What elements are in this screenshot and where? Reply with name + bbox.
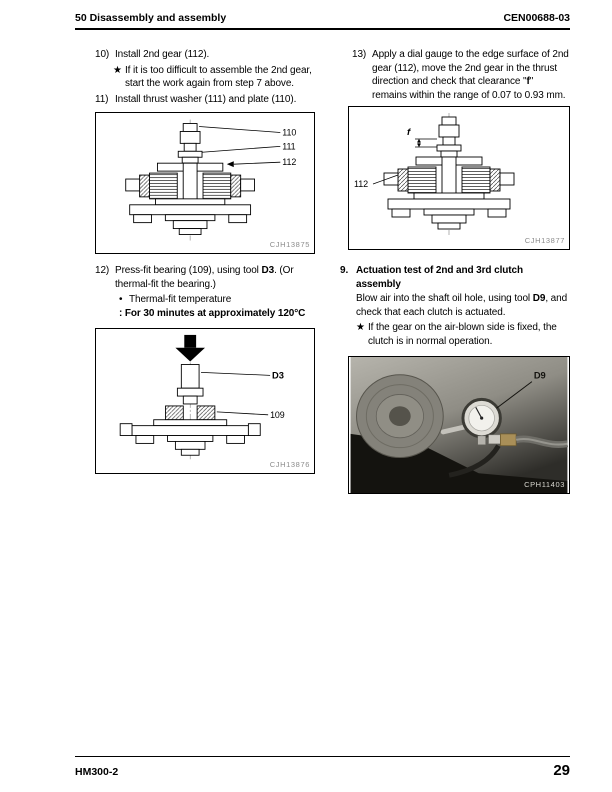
bullet-icon: • — [119, 294, 123, 305]
callout-109: 109 — [270, 409, 285, 420]
step-11 — [95, 93, 315, 107]
step-13-text-pre: Apply a dial gauge to the edge surface of 2nd gear (112), move the 2nd gear in the thrust direction and check that clearance " — [372, 49, 569, 87]
step-12-number: 12) — [95, 265, 110, 276]
star-icon: ★ — [113, 64, 122, 76]
step-10-number: 10) — [95, 49, 110, 60]
section-9-body — [340, 292, 570, 319]
press-arrow-icon — [184, 335, 196, 348]
header-rule — [75, 28, 570, 30]
callout-111: 111 — [282, 141, 296, 152]
step-13 — [340, 48, 570, 102]
section-9-number: 9. — [340, 265, 349, 276]
figure-3-caption: CJH13877 — [524, 235, 565, 245]
step-12-text-post: . (Or thermal-fit the bearing.) — [115, 265, 294, 290]
section-9-text-post: , and check that each clutch is actuated. — [356, 293, 568, 318]
thermal-fit-text: Thermal-fit temperature — [129, 294, 232, 305]
section-9-note — [340, 321, 570, 348]
star-icon: ★ — [356, 322, 365, 333]
callout-112-fig3: 112 — [354, 179, 369, 189]
clearance-f-ref: f — [526, 76, 530, 87]
step-10-text: Install 2nd gear (112). — [115, 49, 210, 60]
page-header — [75, 12, 570, 24]
step-10 — [95, 48, 315, 62]
right-column — [340, 48, 570, 494]
actuation-test-photo — [349, 357, 569, 493]
cross-section-drawing-1 — [96, 113, 314, 253]
section-9-note-text: If the gear on the air-blown side is fixed, the clutch is in normal operation. — [368, 322, 557, 347]
callout-f: f — [407, 127, 411, 138]
callout-112: 112 — [282, 157, 297, 168]
callout-d3: D3 — [272, 370, 284, 381]
cross-section-drawing-3 — [349, 107, 569, 249]
callout-d9: D9 — [533, 370, 546, 381]
footer-page-number: 29 — [553, 762, 570, 779]
step-10-note-text: If it is too difficult to assemble the 2nd gear, start the work again from step 7 above. — [125, 64, 312, 89]
footer-rule — [75, 756, 570, 757]
section-9-text-pre: Blow air into the shaft oil hole, using tool — [356, 293, 533, 304]
section-9-heading — [340, 264, 570, 291]
header-section-title: 50 Disassembly and assembly — [75, 12, 227, 24]
left-column — [95, 48, 315, 474]
footer-model-code: HM300-2 — [75, 766, 119, 778]
thermal-fit-value: : For 30 minutes at approximately 120°C — [119, 307, 306, 319]
step-12 — [95, 264, 315, 291]
tool-d3-ref: D3 — [261, 265, 275, 276]
step-13-number: 13) — [352, 49, 367, 60]
figure-1-caption: CJH13875 — [269, 239, 310, 249]
thermal-fit-bullet — [95, 293, 315, 307]
step-10-note — [95, 64, 315, 91]
figure-thrust-washer-plate — [95, 112, 315, 254]
figure-2-caption: CJH13876 — [269, 459, 310, 469]
step-12-text-pre: Press-fit bearing (109), using tool — [115, 265, 262, 276]
step-13-text-post: " remains within the range of 0.07 to 0.93 mm. — [372, 76, 566, 101]
step-11-text: Install thrust washer (111) and plate (110). — [115, 93, 297, 105]
callout-110: 110 — [282, 127, 297, 138]
figure-actuation-test-photo — [348, 356, 570, 494]
header-doc-code: CEN00688-03 — [503, 12, 570, 24]
figure-clearance-check — [348, 106, 570, 250]
cross-section-drawing-2 — [96, 329, 314, 473]
figure-press-fit-bearing — [95, 328, 315, 474]
tool-d9-ref: D9 — [532, 293, 546, 304]
step-11-number: 11) — [95, 93, 109, 105]
section-9-title: Actuation test of 2nd and 3rd clutch assembly — [356, 265, 523, 290]
figure-4-caption: CPH11403 — [524, 479, 565, 489]
page-footer — [75, 762, 570, 779]
